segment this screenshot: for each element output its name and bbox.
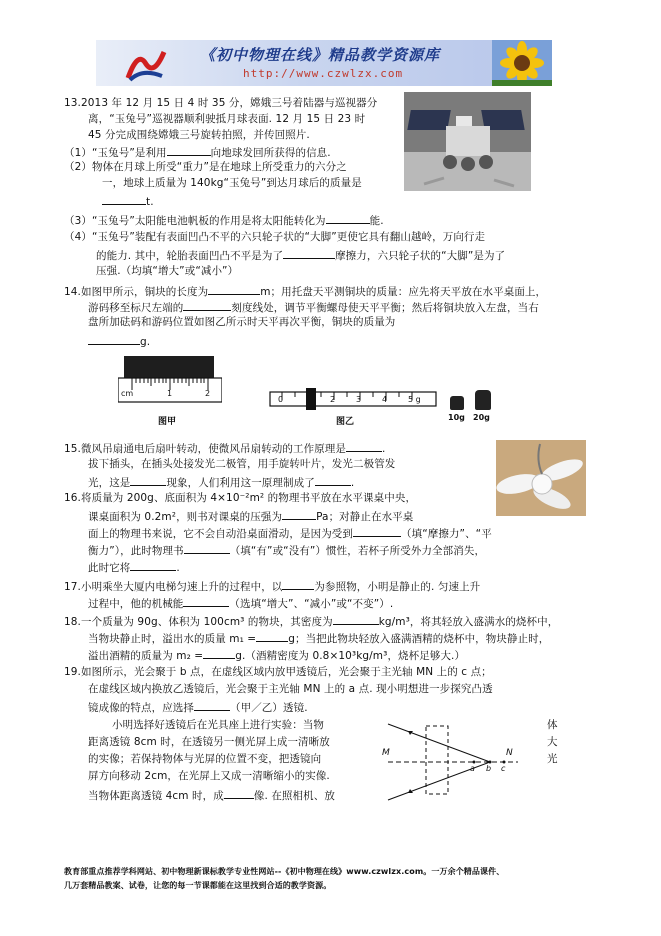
footer-line2: 几万套精品教案、试卷，让您的每一节课都能在这里找到合适的教学资源。: [64, 881, 332, 890]
optics-diagram: [378, 718, 528, 802]
point-label-c: c: [501, 764, 506, 773]
q19-line8: 当物体距离透镜 4cm 时，成 像. 在照相机、放: [88, 787, 335, 803]
answer-blank[interactable]: [224, 787, 254, 799]
q14-line4: g.: [88, 333, 150, 349]
q19-line6: 的实像；若保持物体与光屏的位置不变，把透镜向: [88, 753, 322, 765]
answer-blank[interactable]: [353, 525, 401, 537]
answer-blank[interactable]: [88, 333, 140, 345]
q13-sub2-cont: 一，地球上质量为 140kg“玉兔号”到达月球后的质量是: [102, 177, 362, 189]
q16-line4: 衡力”），此时物理书 （填“有”或“没有”）惯性，若杯子所受外力全部消失，: [88, 542, 485, 558]
q13-sub4: （4）“玉兔号”装配有表面凹凸不平的六只轮子状的“大脚”更使它具有翻山越岭，万向行走: [64, 231, 486, 243]
figure-jia-caption: 图甲: [158, 417, 177, 427]
q19-line5: 距离透镜 8cm 时，在透镜另一侧光屏上成一清晰放: [88, 736, 330, 748]
q13-sub3: （3）“玉兔号”太阳能电池帆板的作用是将太阳能转化为 能.: [64, 212, 384, 228]
ruler-tick-label: cm: [121, 389, 134, 398]
answer-blank[interactable]: [256, 630, 288, 642]
yutu-rover-photo: [404, 92, 531, 191]
answer-blank[interactable]: [346, 440, 382, 452]
weight-20g-icon: [475, 390, 491, 410]
scale-tick-label: 2: [330, 395, 336, 404]
ruler-figure: [118, 356, 222, 410]
q15-line1: 15.微风吊扇通电后扇叶转动，使微风吊扇转动的工作原理是 .: [64, 440, 385, 456]
q13-sub4-end: 压强.（均填“增大”或“减小”）: [96, 265, 239, 277]
answer-blank[interactable]: [130, 474, 166, 486]
q16-line5: 此时它将 .: [88, 559, 180, 575]
footer-line1: 教育部重点推荐学科网站、初中物理新课标教学专业性网站--《初中物理在线》www.czwlzx.com。一万余个精品课件、: [64, 867, 505, 876]
q16-line3: 面上的物理书来说，它不会自动沿桌面滑动，是因为受到 （填“摩擦力”、“平: [88, 525, 492, 541]
q13-line3: 45 分完成围绕嫦娥三号旋转拍照，并传回照片.: [88, 129, 310, 141]
answer-blank[interactable]: [102, 193, 146, 205]
q13-sub1: （1）“玉兔号”是利用 向地球发回所获得的信息.: [64, 144, 331, 160]
balance-scale-figure: [268, 388, 438, 414]
q13-line2: 离，“玉兔号”巡视器顺利驶抵月球表面. 12 月 15 日 23 时: [88, 113, 366, 125]
answer-blank[interactable]: [282, 508, 316, 520]
q19-line2: 在虚线区域内换放乙透镜后，光会聚于主光轴 MN 上的 a 点. 现小明想进一步探究凸透: [88, 683, 493, 695]
q17-line1: 17.小明乘坐大厦内电梯匀速上升的过程中，以 为参照物，小明是静止的. 匀速上升: [64, 578, 480, 594]
answer-blank[interactable]: [315, 474, 351, 486]
q19-line3: 镜成像的特点，应选择 （甲／乙）透镜.: [88, 699, 308, 715]
sunflower-icon: [492, 40, 552, 86]
q18-line2: 当物块静止时，溢出水的质量 m₁ = g；当把此物块轻放入盛满酒精的烧杯中，物块静止时，: [88, 630, 549, 646]
answer-blank[interactable]: [184, 542, 230, 554]
q19-line4-end: 体: [547, 719, 558, 731]
axis-label-n: N: [506, 748, 513, 758]
q14-line1: 14.如图甲所示，铜块的长度为 m；用托盘天平测铜块的质量：应先将天平放在水平桌面上，: [64, 283, 546, 299]
q16-line1: 16.将质量为 200g、底面积为 4×10⁻²m² 的物理书平放在水平课桌中央，: [64, 492, 417, 504]
q19-line6-end: 光: [547, 753, 558, 765]
answer-blank[interactable]: [167, 144, 211, 156]
banner-url[interactable]: http://www.czwlzx.com: [243, 67, 404, 80]
q19-line1: 19.如图所示，光会聚于 b 点，在虚线区域内放甲透镜后，光会聚于主光轴 MN 上的 c 点；: [64, 666, 492, 678]
scale-tick-label: 4: [382, 395, 388, 404]
answer-blank[interactable]: [183, 299, 231, 311]
scale-tick-label: 3: [356, 395, 362, 404]
q13-sub2: （2）物体在月球上所受“重力”是在地球上所受重力的六分之: [64, 161, 347, 173]
banner-title: 《初中物理在线》精品教学资源库: [200, 46, 441, 64]
answer-blank[interactable]: [194, 699, 230, 711]
q14-line2: 游码移至标尺左端的 刻度线处，调节平衡螺母使天平平衡；然后将铜块放入左盘，当右: [88, 299, 539, 315]
q19-line7: 屏方向移动 2cm，在光屏上又成一清晰缩小的实像.: [88, 770, 330, 782]
scale-tick-label: 0: [278, 395, 284, 404]
ruler-tick-label: 2: [205, 389, 211, 398]
answer-blank[interactable]: [333, 613, 379, 625]
site-logo-icon: [124, 46, 168, 82]
point-label-a: a: [470, 764, 475, 773]
q14-line3: 盘所加砝码和游码位置如图乙所示时天平再次平衡，铜块的质量为: [88, 316, 396, 328]
answer-blank[interactable]: [208, 283, 260, 295]
q17-line2: 过程中，他的机械能 （选填“增大”、“减小”或“不变”）.: [88, 595, 393, 611]
weight-label: 10g: [448, 413, 465, 422]
q18-line3: 溢出酒精的质量为 m₂ = g.（酒精密度为 0.8×10³kg/m³，烧杯足够大.）: [88, 647, 465, 663]
ceiling-fan-photo: [496, 440, 586, 516]
answer-blank[interactable]: [183, 595, 229, 607]
q19-line4: 小明选择好透镜后在光具座上进行实验：当物: [112, 719, 324, 731]
figure-yi-caption: 图乙: [336, 417, 355, 427]
weight-10g-icon: [450, 396, 464, 410]
q18-line1: 18.一个质量为 90g、体积为 100cm³ 的物块，其密度为 kg/m³，将其轻放入盛满水的烧杯中，: [64, 613, 558, 629]
scale-tick-label: 5 g: [408, 395, 421, 404]
ruler-tick-label: 1: [167, 389, 173, 398]
axis-label-m: M: [382, 748, 390, 758]
q16-line2: 课桌面积为 0.2m²，则书对课桌的压强为 Pa；对静止在水平桌: [88, 508, 413, 524]
point-label-b: b: [486, 764, 492, 773]
weight-label: 20g: [473, 413, 490, 422]
answer-blank[interactable]: [203, 647, 235, 659]
answer-blank[interactable]: [283, 247, 335, 259]
q19-line5-end: 大: [547, 736, 558, 748]
q13-sub4-cont: 的能力. 其中，轮胎表面凹凸不平是为了 摩擦力，六只轮子状的“大脚”是为了: [96, 247, 505, 263]
q15-line3: 光，这是 现象，人们利用这一原理制成了 .: [88, 474, 354, 490]
answer-blank[interactable]: [282, 578, 314, 590]
answer-blank[interactable]: [326, 212, 370, 224]
q13-sub2-end: t.: [102, 193, 154, 209]
q15-line2: 拔下插头，在插头处接发光二极管，用手旋转叶片，发光二极管发: [88, 458, 396, 470]
answer-blank[interactable]: [130, 559, 176, 571]
q13-line1: 13.2013 年 12 月 15 日 4 时 35 分，嫦娥三号着陆器与巡视器分: [64, 97, 378, 109]
